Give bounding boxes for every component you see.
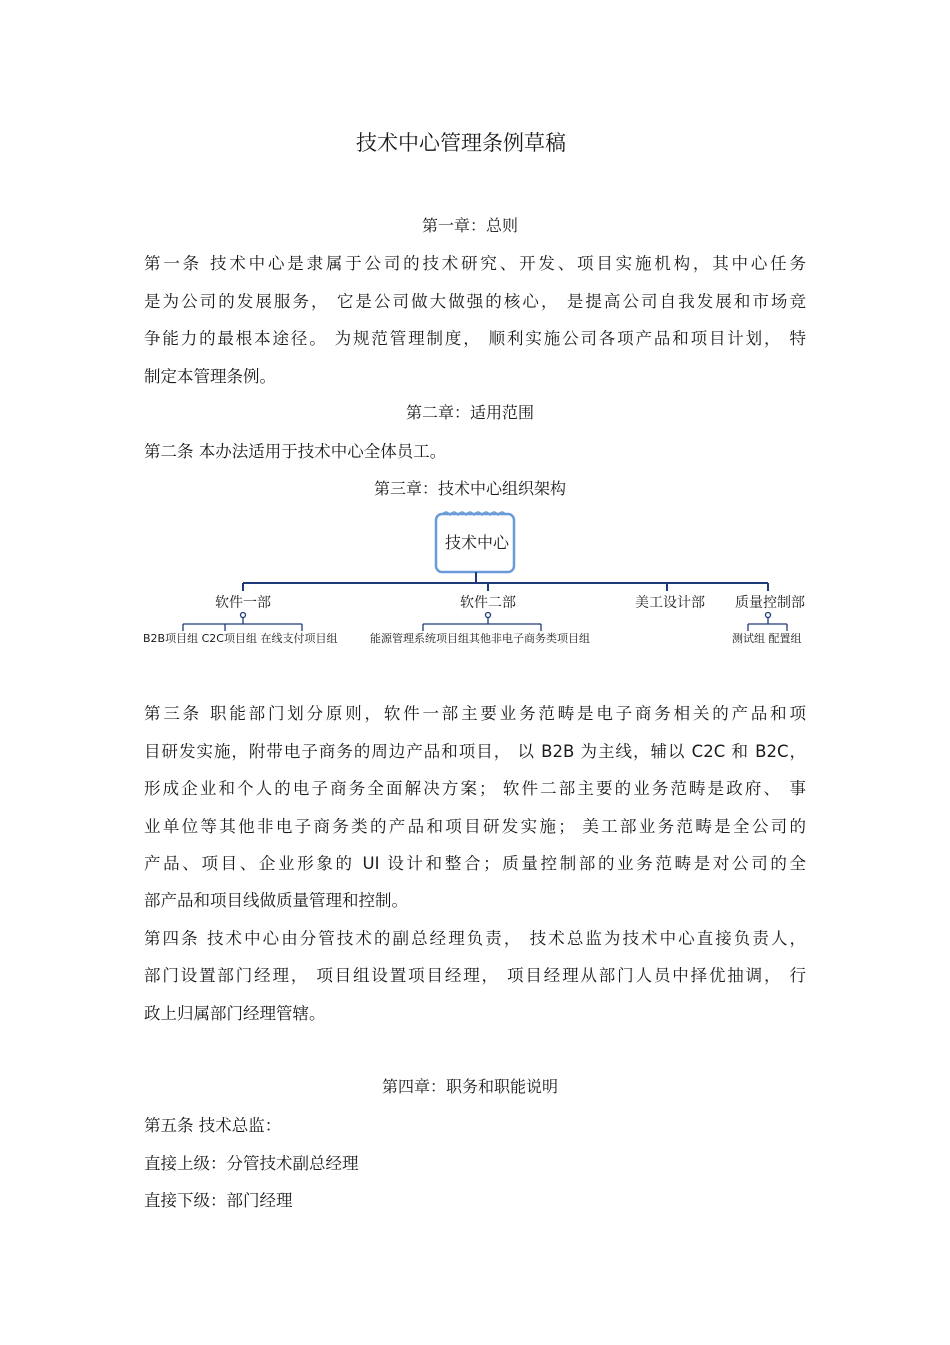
org-dept-software-1: 软件一部 bbox=[215, 595, 271, 611]
article-1-line-3: 争能力的最根本途径。 为规范管理制度， 顺利实施公司各项产品和项目计划， 特 bbox=[144, 329, 806, 348]
article-3-line-4: 业单位等其他非电子商务类的产品和项目研发实施； 美工部业务范畴是全公司的 bbox=[144, 817, 806, 836]
org-root-label: 技术中心 bbox=[444, 533, 510, 552]
org-chart bbox=[0, 500, 950, 650]
article-1-line-2: 是为公司的发展服务， 它是公司做大做强的核心， 是提高公司自我发展和市场竞 bbox=[144, 292, 806, 311]
org-groups-software-1: B2B项目组 C2C项目组 在线支付项目组 bbox=[143, 632, 338, 645]
article-4-line-1: 第四条 技术中心由分管技术的副总经理负责， 技术总监为技术中心直接负责人， bbox=[144, 929, 806, 948]
article-4-line-2: 部门设置部门经理， 项目组设置项目经理， 项目经理从部门人员中择优抽调， 行 bbox=[144, 966, 806, 985]
article-3-line-3: 形成企业和个人的电子商务全面解决方案； 软件二部主要的业务范畴是政府、 事 bbox=[144, 779, 806, 798]
document-title: 技术中心管理条例草稿 bbox=[356, 131, 566, 155]
article-3-line-2: 目研发实施，附带电子商务的周边产品和项目， 以 B2B 为主线，辅以 C2C 和 B2C， bbox=[144, 742, 807, 761]
chapter-4-heading: 第四章：职务和职能说明 bbox=[381, 1077, 558, 1096]
article-1-line-4: 制定本管理条例。 bbox=[144, 367, 276, 386]
org-dept-software-2: 软件二部 bbox=[460, 595, 516, 611]
org-subgroup-connectors bbox=[183, 613, 787, 632]
direct-subordinate: 直接下级：部门经理 bbox=[144, 1191, 293, 1210]
org-groups-quality: 测试组 配置组 bbox=[732, 632, 802, 645]
chapter-3-heading: 第三章：技术中心组织架构 bbox=[373, 479, 566, 498]
article-5: 第五条 技术总监： bbox=[144, 1116, 282, 1135]
org-dept-design: 美工设计部 bbox=[635, 595, 705, 611]
article-2: 第二条 本办法适用于技术中心全体员工。 bbox=[144, 442, 447, 461]
article-1-line-1: 第一条 技术中心是隶属于公司的技术研究、开发、项目实施机构，其中心任务 bbox=[144, 254, 806, 273]
article-4-line-3: 政上归属部门经理管辖。 bbox=[144, 1004, 326, 1023]
chapter-2-heading: 第二章：适用范围 bbox=[405, 403, 534, 422]
article-3-line-1: 第三条 职能部门划分原则，软件一部主要业务范畴是电子商务相关的产品和项 bbox=[144, 704, 806, 723]
org-groups-software-2: 能源管理系统项目组其他非电子商务类项目组 bbox=[370, 632, 590, 645]
org-dept-quality: 质量控制部 bbox=[735, 595, 805, 611]
chapter-1-heading: 第一章：总则 bbox=[421, 216, 518, 235]
article-3-line-5: 产品、项目、企业形象的 UI 设计和整合；质量控制部的业务范畴是对公司的全 bbox=[144, 854, 806, 873]
article-3-line-6: 部产品和项目线做质量管理和控制。 bbox=[144, 891, 408, 910]
direct-superior: 直接上级：分管技术副总经理 bbox=[144, 1154, 359, 1173]
org-connectors bbox=[243, 572, 768, 591]
